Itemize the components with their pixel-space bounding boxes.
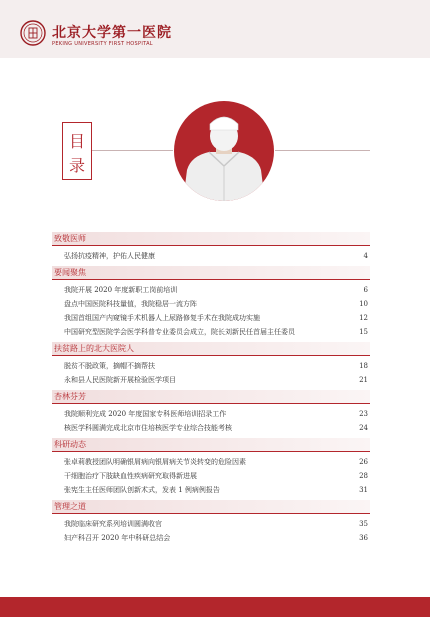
entry-page: 6: [363, 286, 368, 294]
toc-entry[interactable]: [52, 359, 370, 373]
entry-page: 23: [359, 410, 368, 418]
hospital-logo-icon: [20, 20, 46, 46]
entry-title: 我院顺利完成 2020 年度国家专科医师培训招录工作: [64, 410, 227, 418]
hospital-name-en: PEKING UNIVERSITY FIRST HOSPITAL: [52, 41, 153, 47]
entry-page: 36: [359, 534, 368, 542]
toc-entry[interactable]: [52, 311, 370, 325]
entry-page: 24: [359, 424, 368, 432]
entry-title: 干细胞治疗下肢缺血性疾病研究取得新进展: [64, 472, 197, 480]
toc-entry[interactable]: [52, 469, 370, 483]
toc-heading-char-1: 目: [68, 132, 85, 151]
entry-title: 妇产科召开 2020 年中科研总结会: [64, 534, 171, 542]
section-title: 致敬医师: [54, 234, 86, 243]
section-title: 管理之道: [54, 502, 86, 511]
toc-entry[interactable]: [52, 421, 370, 435]
toc-heading: [62, 122, 92, 180]
toc-entry[interactable]: [52, 297, 370, 311]
entry-title: 中国研究型医院学会医学科普专业委员会成立，院长刘新民任首届主任委员: [64, 328, 295, 336]
toc-rule-right: [275, 150, 370, 151]
entry-page: 21: [359, 376, 368, 384]
entry-title: 我国首组国产内窥镜手术机器人上尿路修复手术在我院成功实施: [64, 314, 260, 322]
section-header: [52, 390, 370, 404]
toc-section: [52, 438, 370, 500]
toc-section: [52, 342, 370, 390]
toc-entry[interactable]: [52, 455, 370, 469]
section-header: [52, 232, 370, 246]
toc-section: [52, 500, 370, 548]
section-title: 扶贫路上的北大医院人: [54, 344, 134, 353]
entry-page: 18: [359, 362, 368, 370]
toc-list: [52, 232, 370, 548]
entry-page: 12: [359, 314, 368, 322]
entry-page: 31: [359, 486, 368, 494]
section-header: [52, 266, 370, 280]
section-header: [52, 438, 370, 452]
toc-section: [52, 266, 370, 342]
section-title: 科研动态: [54, 440, 86, 449]
entry-page: 26: [359, 458, 368, 466]
hospital-name-cn: 北京大学第一医院: [52, 25, 172, 41]
doctor-back-illustration: [173, 100, 275, 202]
footer-band: [0, 597, 430, 617]
entry-page: 28: [359, 472, 368, 480]
entry-title: 盘点中国医院科技量值，我院稳居一流方阵: [64, 300, 197, 308]
toc-entry[interactable]: [52, 517, 370, 531]
section-title: 杏林芬芳: [54, 392, 86, 401]
entry-title: 永和县人民医院新开展检验医学项目: [64, 376, 176, 384]
section-header: [52, 500, 370, 514]
toc-entry[interactable]: [52, 483, 370, 497]
toc-entry[interactable]: [52, 407, 370, 421]
section-header: [52, 342, 370, 356]
section-title: 要闻聚焦: [54, 268, 86, 277]
toc-entry[interactable]: [52, 249, 370, 263]
entry-page: 15: [359, 328, 368, 336]
entry-page: 4: [363, 252, 368, 260]
toc-entry[interactable]: [52, 531, 370, 545]
toc-entry[interactable]: [52, 373, 370, 387]
entry-title: 我院临床研究系列培训圆满收官: [64, 520, 162, 528]
entry-title: 脱贫不脱政策，摘帽不摘帮扶: [64, 362, 155, 370]
toc-heading-char-2: 录: [68, 156, 85, 175]
entry-title: 张宪生主任医师团队创新术式，发表 1 例病例报告: [64, 486, 220, 494]
entry-page: 35: [359, 520, 368, 528]
entry-page: 10: [359, 300, 368, 308]
entry-title: 核医学科圆满完成北京市住培核医学专业综合技能考核: [64, 424, 232, 432]
toc-section: [52, 232, 370, 266]
entry-title: 弘扬抗疫精神，护佑人民健康: [64, 252, 155, 260]
toc-section: [52, 390, 370, 438]
toc-entry[interactable]: [52, 325, 370, 339]
entry-title: 张卓莉教授团队明确银屑病向银屑病关节炎转变的危险因素: [64, 458, 246, 466]
entry-title: 我院开展 2020 年度新职工岗前培训: [64, 286, 178, 294]
toc-rule-left: [90, 150, 173, 151]
toc-entry[interactable]: [52, 283, 370, 297]
